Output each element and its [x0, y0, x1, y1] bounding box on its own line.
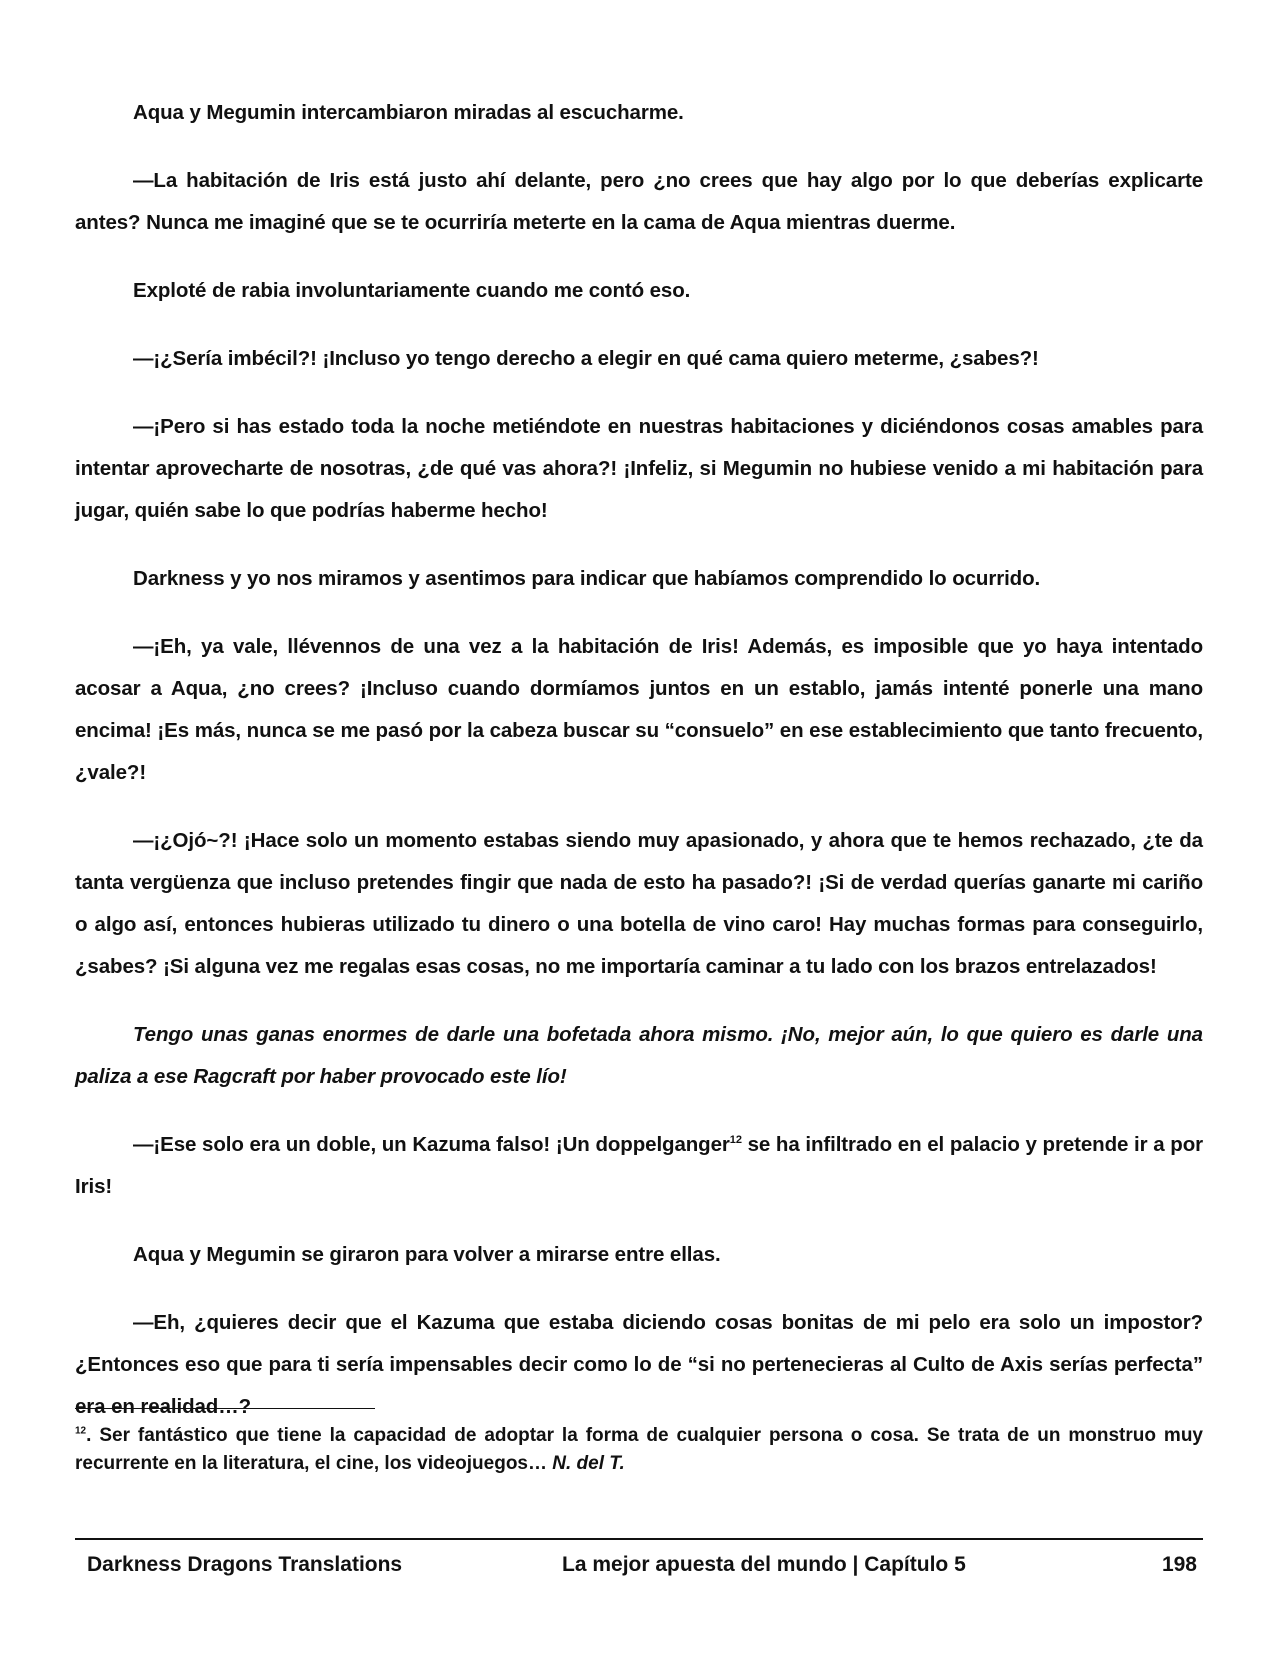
footer-divider — [75, 1538, 1203, 1540]
paragraph-6: Darkness y yo nos miramos y asentimos para indicar que habíamos comprendido lo ocurrido. — [133, 567, 1041, 590]
footer-chapter-title: La mejor apuesta del mundo | Capítulo 5 — [562, 1553, 966, 1576]
page-body — [75, 92, 1203, 1454]
paragraph-4: —¡¿Sería imbécil?! ¡Incluso yo tengo derecho a elegir en qué cama quiero meterme, ¿sabes?! — [133, 347, 1039, 370]
footnote-mark: 12 — [75, 1425, 87, 1437]
paragraph-11: Aqua y Megumin se giraron para volver a mirarse entre ellas. — [133, 1243, 721, 1266]
paragraph-5: —¡Pero si has estado toda la noche metiéndote en nuestras habitaciones y diciéndonos cosas amables para intentar aprovecharte de nosotras, ¿de qué vas ahora?! ¡Infeliz, si Megumin no hubiese venido a mi habitación para jugar, quién sabe lo que podrías haberme hecho! — [75, 415, 1203, 522]
footnote-divider — [75, 1408, 375, 1409]
footnote-reference[interactable]: 12 — [729, 1134, 742, 1147]
paragraph-3: Exploté de rabia involuntariamente cuando me contó eso. — [133, 279, 691, 302]
footnote — [75, 1422, 1203, 1478]
footnote-text: . Ser fantástico que tiene la capacidad de adoptar la forma de cualquier persona o cosa. Se trata de un monstruo muy recurrente en la literatura, el cine, los videojuegos… — [75, 1425, 1203, 1474]
paragraph-10-before: —¡Ese solo era un doble, un Kazuma falso! ¡Un doppelganger — [133, 1133, 730, 1156]
paragraph-8: —¡¿Ojó~?! ¡Hace solo un momento estabas siendo muy apasionado, y ahora que te hemos rechazado, ¿te da tanta vergüenza que incluso pretendes fingir que nada de esto ha pasado?! ¡Si de verdad querías ganarte mi cariño o algo así, entonces hubieras utilizado tu dinero o una botella de vino caro! Hay muchas formas para conseguirlo, ¿sabes? ¡Si alguna vez me regalas esas cosas, no me importaría caminar a tu lado con los brazos entrelazados! — [75, 829, 1203, 978]
paragraph-1: Aqua y Megumin intercambiaron miradas al escucharme. — [133, 101, 684, 124]
page-footer — [87, 1548, 1197, 1582]
paragraph-9-thought: Tengo unas ganas enormes de darle una bofetada ahora mismo. ¡No, mejor aún, lo que quiero es darle una paliza a ese Ragcraft por haber provocado este lío! — [75, 1023, 1203, 1088]
footer-publisher: Darkness Dragons Translations — [87, 1553, 403, 1576]
paragraph-12: —Eh, ¿quieres decir que el Kazuma que estaba diciendo cosas bonitas de mi pelo era solo un impostor? ¿Entonces eso que para ti sería impensables decir como lo de “si no pertenecieras al Culto de Axis serías perfecta” era en realidad…? — [75, 1311, 1203, 1418]
paragraph-10 — [75, 1124, 1203, 1208]
paragraph-10-after: se ha infiltrado en el palacio y pretende ir a por Iris! — [75, 1133, 1203, 1198]
footnote-signature: N. del T. — [552, 1453, 625, 1474]
page-number: 198 — [1161, 1553, 1197, 1576]
paragraph-2: —La habitación de Iris está justo ahí delante, pero ¿no crees que hay algo por lo que deberías explicarte antes? Nunca me imaginé que se te ocurriría meterte en la cama de Aqua mientras duerme. — [75, 169, 1203, 234]
paragraph-7: —¡Eh, ya vale, llévennos de una vez a la habitación de Iris! Además, es imposible que yo haya intentado acosar a Aqua, ¿no crees? ¡Incluso cuando dormíamos juntos en un establo, jamás intenté ponerle una mano encima! ¡Es más, nunca se me pasó por la cabeza buscar su “consuelo” en ese establecimiento que tanto frecuento, ¿vale?! — [75, 635, 1203, 784]
